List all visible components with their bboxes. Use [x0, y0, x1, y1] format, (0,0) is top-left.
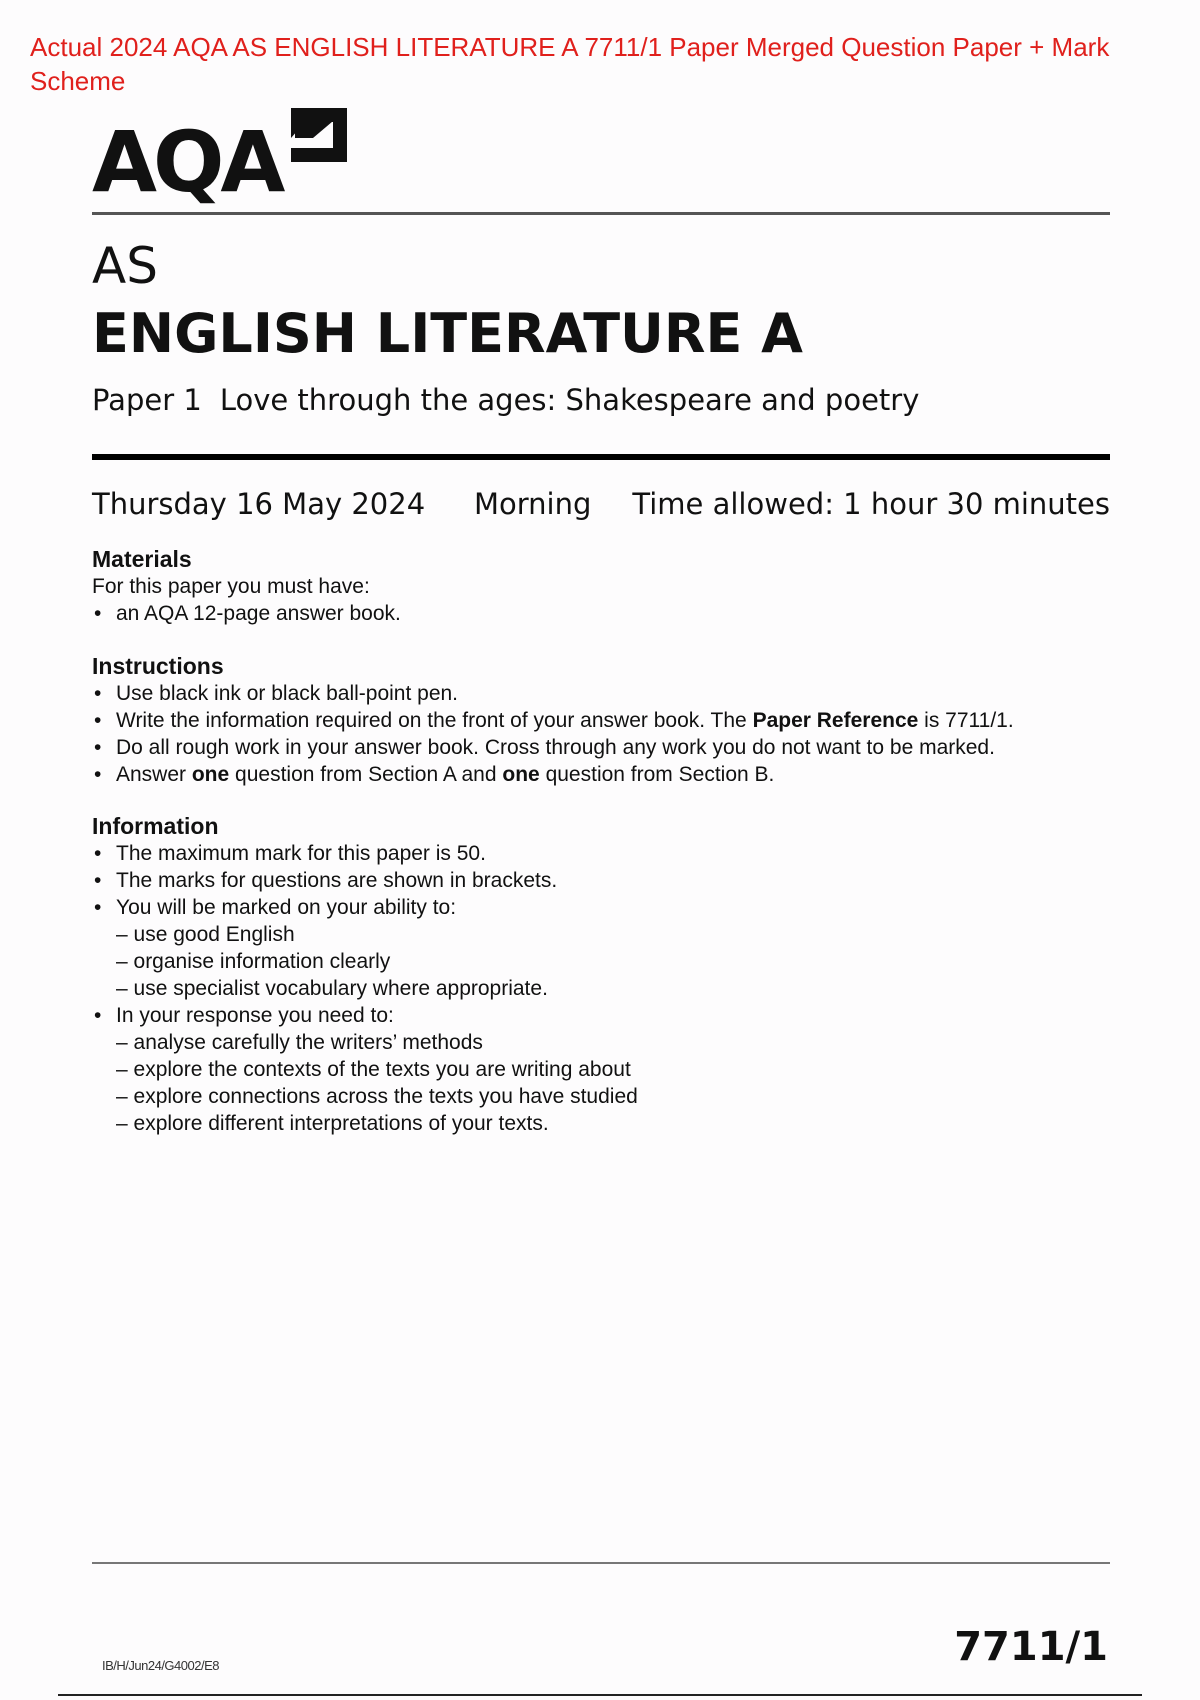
exam-time-allowed: Time allowed: 1 hour 30 minutes — [632, 487, 1110, 521]
information-item: • The marks for questions are shown in brackets. — [92, 867, 1092, 894]
exam-session: Morning — [474, 487, 592, 521]
instructions-section — [92, 652, 1092, 788]
aqa-logo — [92, 106, 349, 211]
paper-number: Paper 1 — [92, 383, 202, 417]
header-divider — [92, 212, 1110, 215]
instruction-emphasis: one — [502, 763, 540, 786]
instruction-text: is 7711/1. — [918, 709, 1014, 732]
instruction-text: Write the information required on the front of your answer book. The — [116, 709, 753, 732]
title-divider — [92, 454, 1110, 460]
information-subitem: – analyse carefully the writers’ methods — [116, 1031, 483, 1054]
instructions-heading: Instructions — [92, 653, 224, 679]
information-item: • You will be marked on your ability to: — [92, 894, 1092, 921]
paper-name: Love through the ages: Shakespeare and poetry — [219, 383, 920, 417]
logo-text: AQA — [92, 113, 282, 211]
materials-section — [92, 545, 1092, 627]
instruction-text: Answer — [116, 763, 192, 786]
materials-heading: Materials — [92, 546, 192, 572]
subject-title: ENGLISH LITERATURE A — [92, 302, 803, 365]
information-subitem: – use good English — [116, 923, 295, 946]
instruction-item: • Use black ink or black ball-point pen. — [92, 680, 1092, 707]
information-heading: Information — [92, 813, 219, 839]
footer-divider — [92, 1562, 1110, 1564]
exam-date: Thursday 16 May 2024 — [92, 487, 426, 521]
information-subitem: – explore connections across the texts you have studied — [116, 1085, 638, 1108]
document-banner-title: Actual 2024 AQA AS ENGLISH LITERATURE A 7711/1 Paper Merged Question Paper + Mark Scheme — [30, 32, 1110, 96]
information-subitem: – explore the contexts of the texts you are writing about — [116, 1058, 631, 1081]
instruction-text: question from Section A and — [229, 763, 503, 786]
materials-item: • an AQA 12-page answer book. — [92, 600, 1092, 627]
paper-code: 7711/1 — [954, 1624, 1108, 1670]
page-bottom-border — [58, 1694, 1142, 1696]
information-subitem: – explore different interpretations of your texts. — [116, 1112, 549, 1135]
information-subitem: – use specialist vocabulary where appropriate. — [116, 977, 548, 1000]
information-item: • The maximum mark for this paper is 50. — [92, 840, 1092, 867]
information-section — [92, 812, 1092, 1137]
aqa-logo-mark-icon — [285, 108, 349, 174]
materials-intro: For this paper you must have: — [92, 575, 370, 598]
qualification-level: AS — [92, 237, 158, 295]
footer-reference: IB/H/Jun24/G4002/E8 — [102, 1658, 219, 1673]
instruction-text: question from Section B. — [539, 763, 775, 786]
instruction-emphasis: one — [191, 763, 230, 786]
instruction-item: • Do all rough work in your answer book. Cross through any work you do not want to be marked. — [92, 734, 1092, 761]
paper-title — [92, 380, 919, 420]
information-item: • In your response you need to: — [92, 1002, 1092, 1029]
instruction-item — [92, 707, 1092, 734]
instruction-item — [92, 761, 1092, 788]
information-subitem: – organise information clearly — [116, 950, 391, 973]
instruction-emphasis: Paper Reference — [752, 709, 919, 732]
